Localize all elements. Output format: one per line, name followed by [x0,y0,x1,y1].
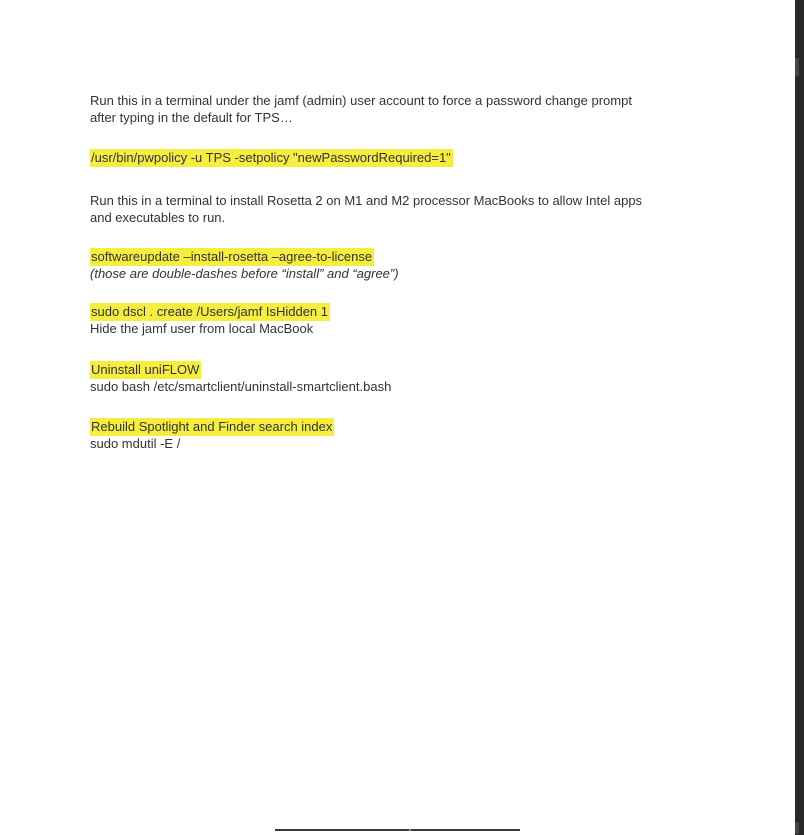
divider-seam [409,829,411,831]
paragraph-line: after typing in the default for TPS… [90,110,293,125]
paragraph-line: Run this in a terminal to install Rosetta 2 on M1 and M2 processor MacBooks to allow Intel apps [90,193,643,208]
window-edge-bar [795,0,804,835]
edge-notch [795,822,799,834]
highlighted-heading-text: Uninstall uniFLOW [91,362,200,377]
command-note: Hide the jamf user from local MacBook [90,321,314,336]
paragraph-line: and executables to run. [90,210,226,225]
edge-notch [795,58,799,76]
command-text: sudo mdutil -E / [90,436,181,451]
command-pwpolicy [90,149,453,166]
command-note: (those are double-dashes before “install” and “agree”) [90,266,399,281]
page-bottom-divider [275,829,520,831]
highlighted-heading-text: Rebuild Spotlight and Finder search index [91,419,333,434]
highlighted-command-text: /usr/bin/pwpolicy -u TPS -setpolicy "newPasswordRequired=1" [91,150,451,165]
paragraph-rosetta-intro [90,192,642,226]
command-dscl [90,303,330,337]
command-uniflow [90,361,391,395]
command-text: sudo bash /etc/smartclient/uninstall-smartclient.bash [90,379,392,394]
command-rosetta [90,248,399,282]
paragraph-line: Run this in a terminal under the jamf (admin) user account to force a password change prompt [90,93,632,108]
highlighted-command-text: sudo dscl . create /Users/jamf IsHidden 1 [91,304,328,319]
command-spotlight [90,418,334,452]
highlighted-command-text: softwareupdate –install-rosetta –agree-to-license [91,249,373,264]
paragraph-pwpolicy-intro [90,92,632,126]
